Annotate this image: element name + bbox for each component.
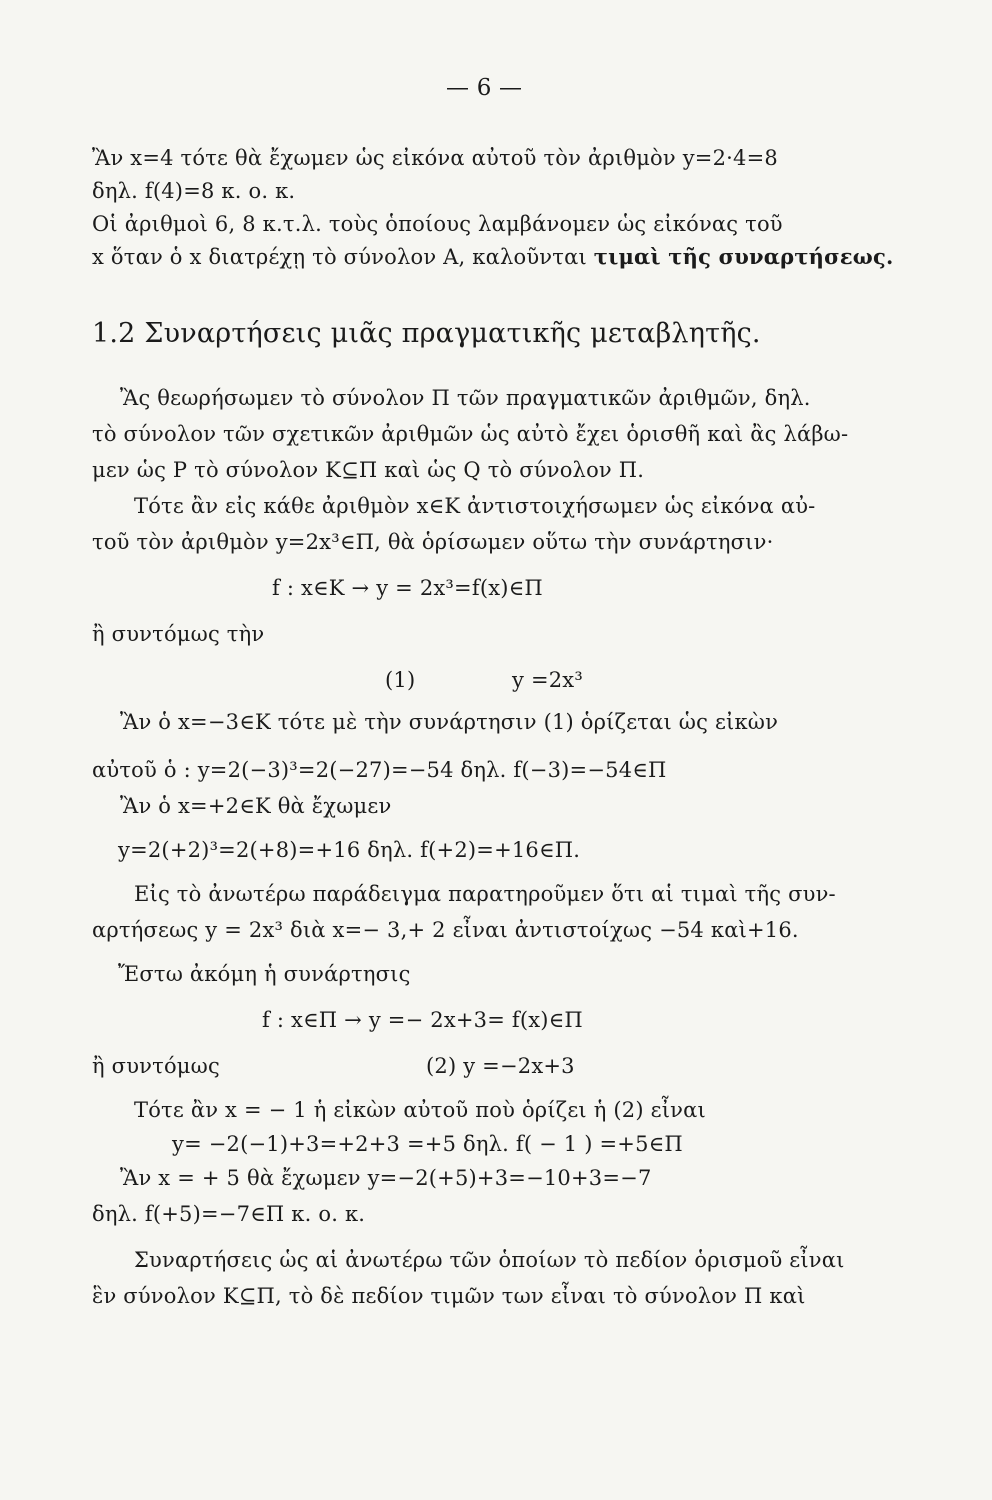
equation-label: (1) [385,668,416,692]
equation: y =2x³ [512,668,583,692]
text-line: μεν ὡς P τὸ σύνολον K⊆Π καὶ ὡς Q τὸ σύνολον Π. [92,458,645,482]
text-line: τοῦ τὸν ἀριθμὸν y=2x³∈Π, θὰ ὁρίσωμεν οὕτω τὴν συνάρτησιν· [92,530,774,554]
bold-term: τιμαὶ τῆς συναρτήσεως. [593,244,894,269]
page-number: — 6 — [446,75,523,101]
equation: (2) y =−2x+3 [426,1054,575,1078]
text-line: τὸ σύνολον τῶν σχετικῶν ἀριθμῶν ὡς αὐτὸ ἔχει ὁρισθῆ καὶ ἂς λάβω- [92,422,849,446]
text-line-with-emphasis [92,243,893,271]
text-line: Ἂν x = + 5 θὰ ἔχωμεν y=−2(+5)+3=−10+3=−7 [120,1166,652,1190]
text-line: αὐτοῦ ὁ : y=2(−3)³=2(−27)=−54 δηλ. f(−3)=−54∈Π [92,758,667,782]
text-line: Τότε ἂν x = − 1 ἡ εἰκὼν αὐτοῦ ποὺ ὁρίζει ἡ (2) εἶναι [134,1098,706,1122]
text-line: Ἔστω ἀκόμη ἡ συνάρτησις [118,962,411,986]
text-line: αρτήσεως y = 2x³ διὰ x=− 3,+ 2 εἶναι ἀντιστοίχως −54 καὶ+16. [92,918,799,942]
text-line: ἢ συντόμως τὴν [92,622,265,646]
text-line: Συναρτήσεις ὡς αἱ ἀνωτέρω τῶν ὁποίων τὸ πεδίον ὁρισμοῦ εἶναι [134,1248,845,1272]
text-line: Ἂς θεωρήσωμεν τὸ σύνολον Π τῶν πραγματικῶν ἀριθμῶν, δηλ. [120,386,811,410]
text-line: ἢ συντόμως [92,1054,220,1078]
text-line: Οἱ ἀριθμοὶ 6, 8 κ.τ.λ. τοὺς ὁποίους λαμβάνομεν ὡς εἰκόνας τοῦ [92,212,783,236]
text-line: Εἰς τὸ ἀνωτέρω παράδειγμα παρατηροῦμεν ὅτι αἱ τιμαὶ τῆς συν- [134,882,836,906]
text-line: δηλ. f(+5)=−7∈Π κ. ο. κ. [92,1202,366,1226]
text-line: Ἂν x=4 τότε θὰ ἔχωμεν ὡς εἰκόνα αὐτοῦ τὸν ἀριθμὸν y=2·4=8 [92,146,778,170]
section-heading: 1.2 Συναρτήσεις μιᾶς πραγματικῆς μεταβλητῆς. [92,318,761,349]
text-line: δηλ. f(4)=8 κ. ο. κ. [92,179,296,203]
formula-line: y=2(+2)³=2(+8)=+16 δηλ. f(+2)=+16∈Π. [118,838,581,862]
text-line: Τότε ἂν εἰς κάθε ἀριθμὸν x∈K ἀντιστοιχήσωμεν ὡς εἰκόνα αὐ- [134,494,816,518]
text-line: Ἂν ὁ x=−3∈K τότε μὲ τὴν συνάρτησιν (1) ὁρίζεται ὡς εἰκὼν [120,710,779,734]
formula-line: f : x∈K → y = 2x³=f(x)∈Π [272,576,543,600]
formula-line: f : x∈Π → y =− 2x+3= f(x)∈Π [262,1008,583,1032]
text-line: ἓν σύνολον K⊆Π, τὸ δὲ πεδίον τιμῶν των εἶναι τὸ σύνολον Π καὶ [92,1284,806,1308]
text-segment: x ὅταν ὁ x διατρέχῃ τὸ σύνολον A, καλοῦνται [92,245,587,269]
text-line: Ἂν ὁ x=+2∈K θὰ ἔχωμεν [120,794,392,818]
formula-line: y= −2(−1)+3=+2+3 =+5 δηλ. f( − 1 ) =+5∈Π [172,1132,683,1156]
